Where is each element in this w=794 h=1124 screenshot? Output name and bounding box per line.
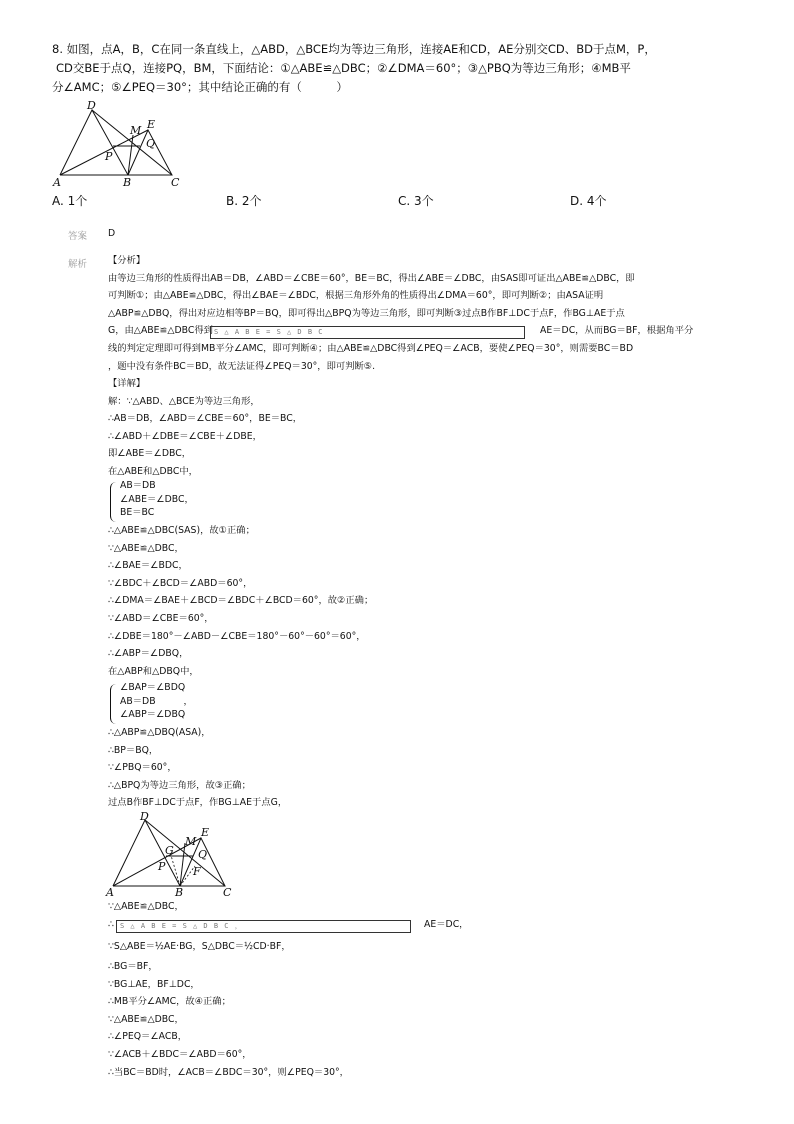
detail-line: ∴△BPQ为等边三角形，故③正确； xyxy=(108,779,251,791)
question-line: 8. 如图，点A，B，C在同一条直线上，△ABD，△BCE均为等边三角形，连接AE和CD，AE分别交CD、BD于点M，P， xyxy=(52,42,656,56)
detail-line: ∵∠ABD＝∠CBE＝60°， xyxy=(108,612,214,624)
analysis-line: ，题中没有条件BC＝BD，故无法证得∠PEQ＝30°，即可判断⑤. xyxy=(108,360,376,372)
detail-block-a xyxy=(108,375,302,481)
detail-line: ∵△ABE≌△DBC， xyxy=(108,542,184,554)
detail-line: ∴MB平分∠AMC，故④正确； xyxy=(108,996,231,1008)
detail-line-continuation: AE＝DC， xyxy=(424,919,469,930)
detail-line: ∵△ABE≌△DBC， xyxy=(108,901,184,912)
detail-line: ∵BG⊥AE，BF⊥DC， xyxy=(108,978,200,990)
system-brace xyxy=(110,482,116,522)
detail-line: ∴AB＝DB，∠ABD＝∠CBE＝60°，BE＝BC， xyxy=(108,413,303,425)
system-eq: AB＝DB xyxy=(120,480,156,491)
analysis-line-continuation: AE＝DC，从而BG＝BF，根据角平分 xyxy=(540,325,694,336)
question-text xyxy=(52,40,656,97)
detail-line-prefix: ∴ xyxy=(108,919,114,930)
detail-line: ∴当BC＝BD时，∠ACB＝∠BDC＝30°，则∠PEQ＝30°， xyxy=(108,1066,349,1078)
detail-line: ∴△ABP≌△DBQ(ASA)， xyxy=(108,727,211,738)
analysis-line: 线的判定定理即可得到MB平分∠AMC，即可判断④；由△ABE≌△DBC得到∠PEQ＝∠ACB，要使∠PEQ＝30°，则需要BC＝BD xyxy=(108,342,634,354)
option-d[interactable]: D. 4个 xyxy=(570,194,607,208)
geometry-figure-1 xyxy=(50,100,190,190)
system-eq: ∠ABE＝∠DBC， xyxy=(120,493,194,505)
analysis-line: G，由△ABE≌△DBC得到 xyxy=(108,325,213,337)
detail-line: ∵∠ACB＋∠BDC＝∠ABD＝60°， xyxy=(108,1048,252,1060)
point-label: Q xyxy=(146,137,156,150)
geometry-figure-2 xyxy=(105,812,240,897)
detail-block-c xyxy=(108,724,287,812)
detail-line: ∴∠DBE＝180°－∠ABD－∠CBE＝180°－60°－60°＝60°， xyxy=(108,630,366,642)
detail-line: ∴∠DMA＝∠BAE＋∠BCD＝∠BDC＋∠BCD＝60°，故②正确； xyxy=(108,595,374,607)
detail-line: 即∠ABE＝∠DBC， xyxy=(108,448,192,460)
equation-system-1 xyxy=(120,479,194,520)
detail-line: ∴∠PEQ＝∠ACB， xyxy=(108,1031,188,1043)
equation-system-2 xyxy=(120,681,193,722)
point-label: E xyxy=(147,118,156,131)
detail-line: ∴△ABE≌△DBC(SAS)，故①正确； xyxy=(108,525,255,536)
detail-line: ∵S△ABE＝½AE·BG，S△DBC＝½CD·BF， xyxy=(108,941,291,952)
detail-line: ∴∠ABP＝∠DBQ， xyxy=(108,648,189,660)
detail-line: ∵∠PBQ＝60°， xyxy=(108,762,177,774)
point-label: C xyxy=(223,886,232,897)
formula-placeholder-box: S △ A B E = S △ D B C ， xyxy=(116,920,411,933)
point-label: D xyxy=(140,812,149,823)
point-label: M xyxy=(185,835,197,848)
analysis-block xyxy=(108,252,635,375)
detail-line: 在△ABP和△DBQ中， xyxy=(108,665,199,677)
detail-block-b xyxy=(108,522,373,680)
point-label: Q xyxy=(198,848,208,861)
analysis-header: 【分析】 xyxy=(108,255,146,266)
analysis-line: 由等边三角形的性质得出AB＝DB，∠ABD＝∠CBE＝60°，BE＝BC，得出∠ABE＝∠DBC，由SAS即可证出△ABE≌△DBC，即 xyxy=(108,272,635,284)
point-label: A xyxy=(106,886,114,897)
point-label: M xyxy=(130,124,142,137)
answer-label: 答案 xyxy=(68,231,88,242)
point-label: D xyxy=(87,100,96,112)
detail-line: ∵∠BDC＋∠BCD＝∠ABD＝60°， xyxy=(108,577,253,589)
point-label: B xyxy=(175,886,184,897)
point-label: E xyxy=(201,826,210,839)
option-b[interactable]: B. 2个 xyxy=(226,194,262,208)
point-label: P xyxy=(158,860,166,873)
detail-line: ∴∠BAE＝∠BDC， xyxy=(108,560,188,572)
detail-line: 过点B作BF⊥DC于点F，作BG⊥AE于点G， xyxy=(108,797,288,809)
detail-line: 解：∵△ABD、△BCE为等边三角形， xyxy=(108,395,260,407)
system-brace xyxy=(110,684,116,724)
option-a[interactable]: A. 1个 xyxy=(52,194,88,208)
analysis-label: 解析 xyxy=(68,259,88,270)
point-label: A xyxy=(53,176,61,189)
detail-header: 【详解】 xyxy=(108,378,146,389)
point-label: P xyxy=(105,150,113,163)
system-eq: ∠ABP＝∠DBQ xyxy=(120,709,186,720)
analysis-line: △ABP≌△DBQ，得出对应边相等BP＝BQ，即可得出△BPQ为等边三角形，即可判断③过点B作BF⊥DC于点F，作BG⊥AE于点 xyxy=(108,307,625,319)
option-c[interactable]: C. 3个 xyxy=(398,194,434,208)
question-line: 分∠AMC；⑤∠PEQ＝30°；其中结论正确的有（ ） xyxy=(52,80,348,94)
detail-line: ∴∠ABD＋∠DBE＝∠CBE＋∠DBE， xyxy=(108,430,262,442)
point-label: G xyxy=(165,844,174,857)
point-label: C xyxy=(171,176,180,189)
system-eq: BE＝BC xyxy=(120,507,155,518)
question-line: CD交BE于点Q，连接PQ，BM，下面结论：①△ABE≌△DBC；②∠DMA＝60°；③△PBQ为等边三角形；④MB平 xyxy=(56,61,631,75)
point-label: B xyxy=(123,176,132,189)
system-eq: AB＝DB ， xyxy=(120,695,193,707)
detail-block-e xyxy=(108,936,349,1081)
answer-value: D xyxy=(108,228,116,239)
point-label: F xyxy=(193,865,201,878)
detail-line: 在△ABE和△DBC中， xyxy=(108,465,198,477)
detail-line: ∴BG＝BF， xyxy=(108,961,158,972)
formula-placeholder-box: S △ A B E = S △ D B C xyxy=(210,326,525,339)
analysis-line: 可判断①；由△ABE≌△DBC，得出∠BAE＝∠BDC，根据三角形外角的性质得出∠DMA＝60°，即可判断②；由ASA证明 xyxy=(108,290,604,302)
detail-line: ∴BP＝BQ， xyxy=(108,744,159,756)
system-eq: ∠BAP＝∠BDQ xyxy=(120,682,186,693)
detail-line: ∵△ABE≌△DBC， xyxy=(108,1013,184,1025)
